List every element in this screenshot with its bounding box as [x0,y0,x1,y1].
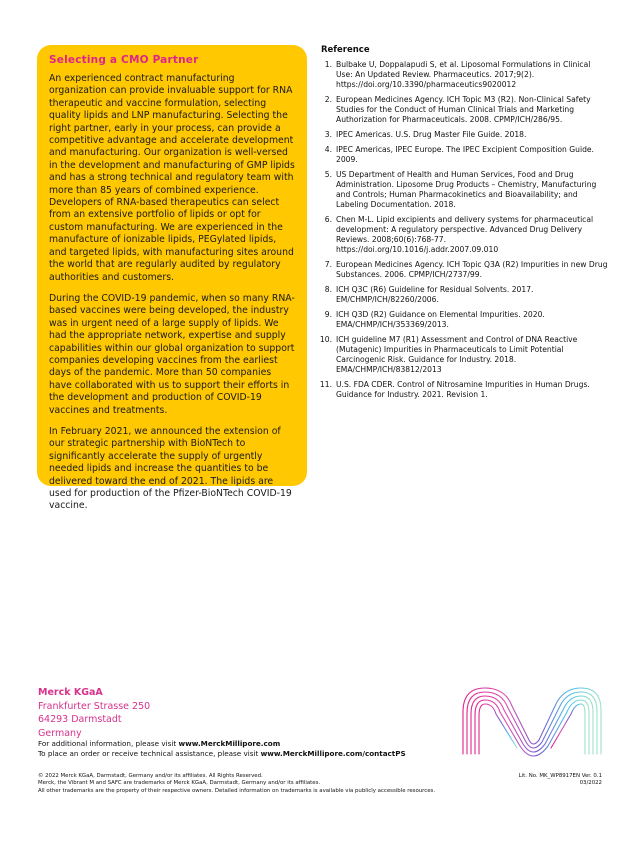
copyright-line: © 2022 Merck KGaA, Darmstadt, Germany and/or its affiliates. All Rights Reserved. [38,773,263,779]
reference-text: IPEC Americas, IPEC Europe. The IPEC Excipient Composition Guide. 2009. [336,145,594,164]
cmo-paragraph: In February 2021, we announced the extension of our strategic partnership with BioNTech to significantly accelerate the supply of urgently needed lipids and increase the quantities to be delivered toward the end of 2021. The lipids are used for production of the Pfizer-BioNTech COVID-19 vaccine. [49,425,292,512]
other-trademarks-line: All other trademarks are the property of their respective owners. Detailed information on trademarks is available via publicly accessible resources. [38,787,436,794]
reference-item [318,285,608,305]
reference-number: 10. [319,335,332,344]
reference-number: 1. [324,60,332,69]
reference-heading: Reference [321,45,370,55]
literature-info [519,773,602,788]
reference-item [318,380,608,400]
company-country: Germany [38,727,82,739]
company-city: 64293 Darmstadt [38,714,122,725]
cmo-box-title: Selecting a CMO Partner [49,54,199,66]
reference-text: Chen M-L. Lipid excipients and delivery systems for pharmaceutical development: A regulatory perspective. Advanced Drug Delivery Reviews. 2008;60(6):768-77. https://doi.org/10.1016/j.addr.2007.09.010 [336,215,594,254]
reference-item [318,95,608,125]
merck-vibrant-m-logo-icon [457,676,607,758]
contact-line-info [38,739,406,749]
reference-item [318,130,608,140]
contact-info-text: For additional information, please visit [38,739,179,748]
reference-number: 11. [319,380,332,389]
reference-item [318,145,608,165]
reference-section [318,45,608,405]
reference-number: 7. [324,260,332,269]
legal-notice [38,773,435,795]
company-name: Merck KGaA [38,687,103,698]
company-street: Frankfurter Strasse 250 [38,700,151,712]
lit-number: Lit. No. MK_WP8917EN Ver. 0.1 [518,773,602,779]
reference-item [318,60,608,90]
trademark-line: Merck, the Vibrant M and SAFC are trademarks of Merck KGaA, Darmstadt, Germany and/or its affiliates. [38,780,321,787]
reference-text: US Department of Health and Human Services, Food and Drug Administration. Liposome Drug Products – Chemistry, Manufacturing and Controls; Human Pharmacokinetics and Bioavailability; and Labeling Documentation. 2018. [336,170,597,209]
reference-text: U.S. FDA CDER. Control of Nitrosamine Impurities in Human Drugs. Guidance for Industry. 2021. Revision 1. [336,380,590,399]
reference-number: 4. [324,145,332,154]
reference-number: 5. [324,170,332,179]
reference-list [318,60,608,400]
lit-date: 03/2022 [579,780,602,787]
reference-text: ICH guideline M7 (R1) Assessment and Control of DNA Reactive (Mutagenic) Impurities in Pharmaceuticals to Limit Potential Carcinogenic Risk. Guidance for Industry. 2018. EMA/CHMP/ICH/83812/2013 [336,335,578,374]
reference-text: Bulbake U, Doppalapudi S, et al. Liposomal Formulations in Clinical Use: An Updated Review. Pharmaceutics. 2017;9(2). https://doi.org/10.3390/pharmaceutics9020012 [336,60,591,89]
website-link[interactable]: www.MerckMillipore.com [178,739,281,748]
reference-item [318,335,608,375]
reference-text: European Medicines Agency. ICH Topic Q3A (R2) Impurities in new Drug Substances. 2006. CPMP/ICH/2737/99. [336,260,608,279]
reference-text: IPEC Americas. U.S. Drug Master File Guide. 2018. [336,130,527,139]
cmo-info-box [37,45,307,512]
contact-line-order [38,749,406,759]
company-address [38,686,150,740]
reference-number: 2. [324,95,332,104]
contact-info [38,739,406,759]
contact-order-text: To place an order or receive technical assistance, please visit [38,749,261,758]
reference-number: 3. [324,130,332,139]
contact-ps-link[interactable]: www.MerckMillipore.com/contactPS [260,749,406,758]
reference-number: 6. [324,215,332,224]
reference-text: ICH Q3D (R2) Guidance on Elemental Impurities. 2020. EMA/CHMP/ICH/353369/2013. [336,310,545,329]
cmo-paragraph: An experienced contract manufacturing organization can provide invaluable support for RNA therapeutic and vaccine formulation, selecting quality lipids and LNP manufacturing. Selecting the right partner, early in your process, can provide a competitive advantage and accelerate development and manufacturing. Our organization is well-versed in the development and manufacturing of GMP lipids and has a strong technical and regulatory team with more than 85 years of combined experience. Developers of RNA-based therapeutics can select from an extensive portfolio of lipids or opt for custom manufacturing. We are experienced in the manufacture of ionizable lipids, PEGylated lipids, and targeted lipids, with manufacturing sites around the world that are regularly audited by regulatory authorities and customers. [49,73,295,283]
reference-item [318,260,608,280]
reference-text: European Medicines Agency. ICH Topic M3 (R2). Non-Clinical Safety Studies for the Conduct of Human Clinical Trials and Marketing Authorization for Pharmaceuticals. 2008. CPMP/ICH/286/95. [336,95,591,124]
reference-number: 8. [324,285,332,294]
reference-item [318,170,608,210]
reference-number: 9. [324,310,332,319]
reference-item [318,215,608,255]
reference-text: ICH Q3C (R6) Guideline for Residual Solvents. 2017. EM/CHMP/ICH/82260/2006. [336,285,534,304]
reference-item [318,310,608,330]
cmo-paragraph: During the COVID-19 pandemic, when so many RNA-based vaccines were being developed, the industry was in urgent need of a large supply of lipids. We had the appropriate network, expertise and supply capabilities within our global organization to support companies developing vaccines from the earliest days of the pandemic. More than 50 companies have collaborated with us to support their efforts in the development and production of COVID-19 vaccines and treatments. [49,292,295,416]
